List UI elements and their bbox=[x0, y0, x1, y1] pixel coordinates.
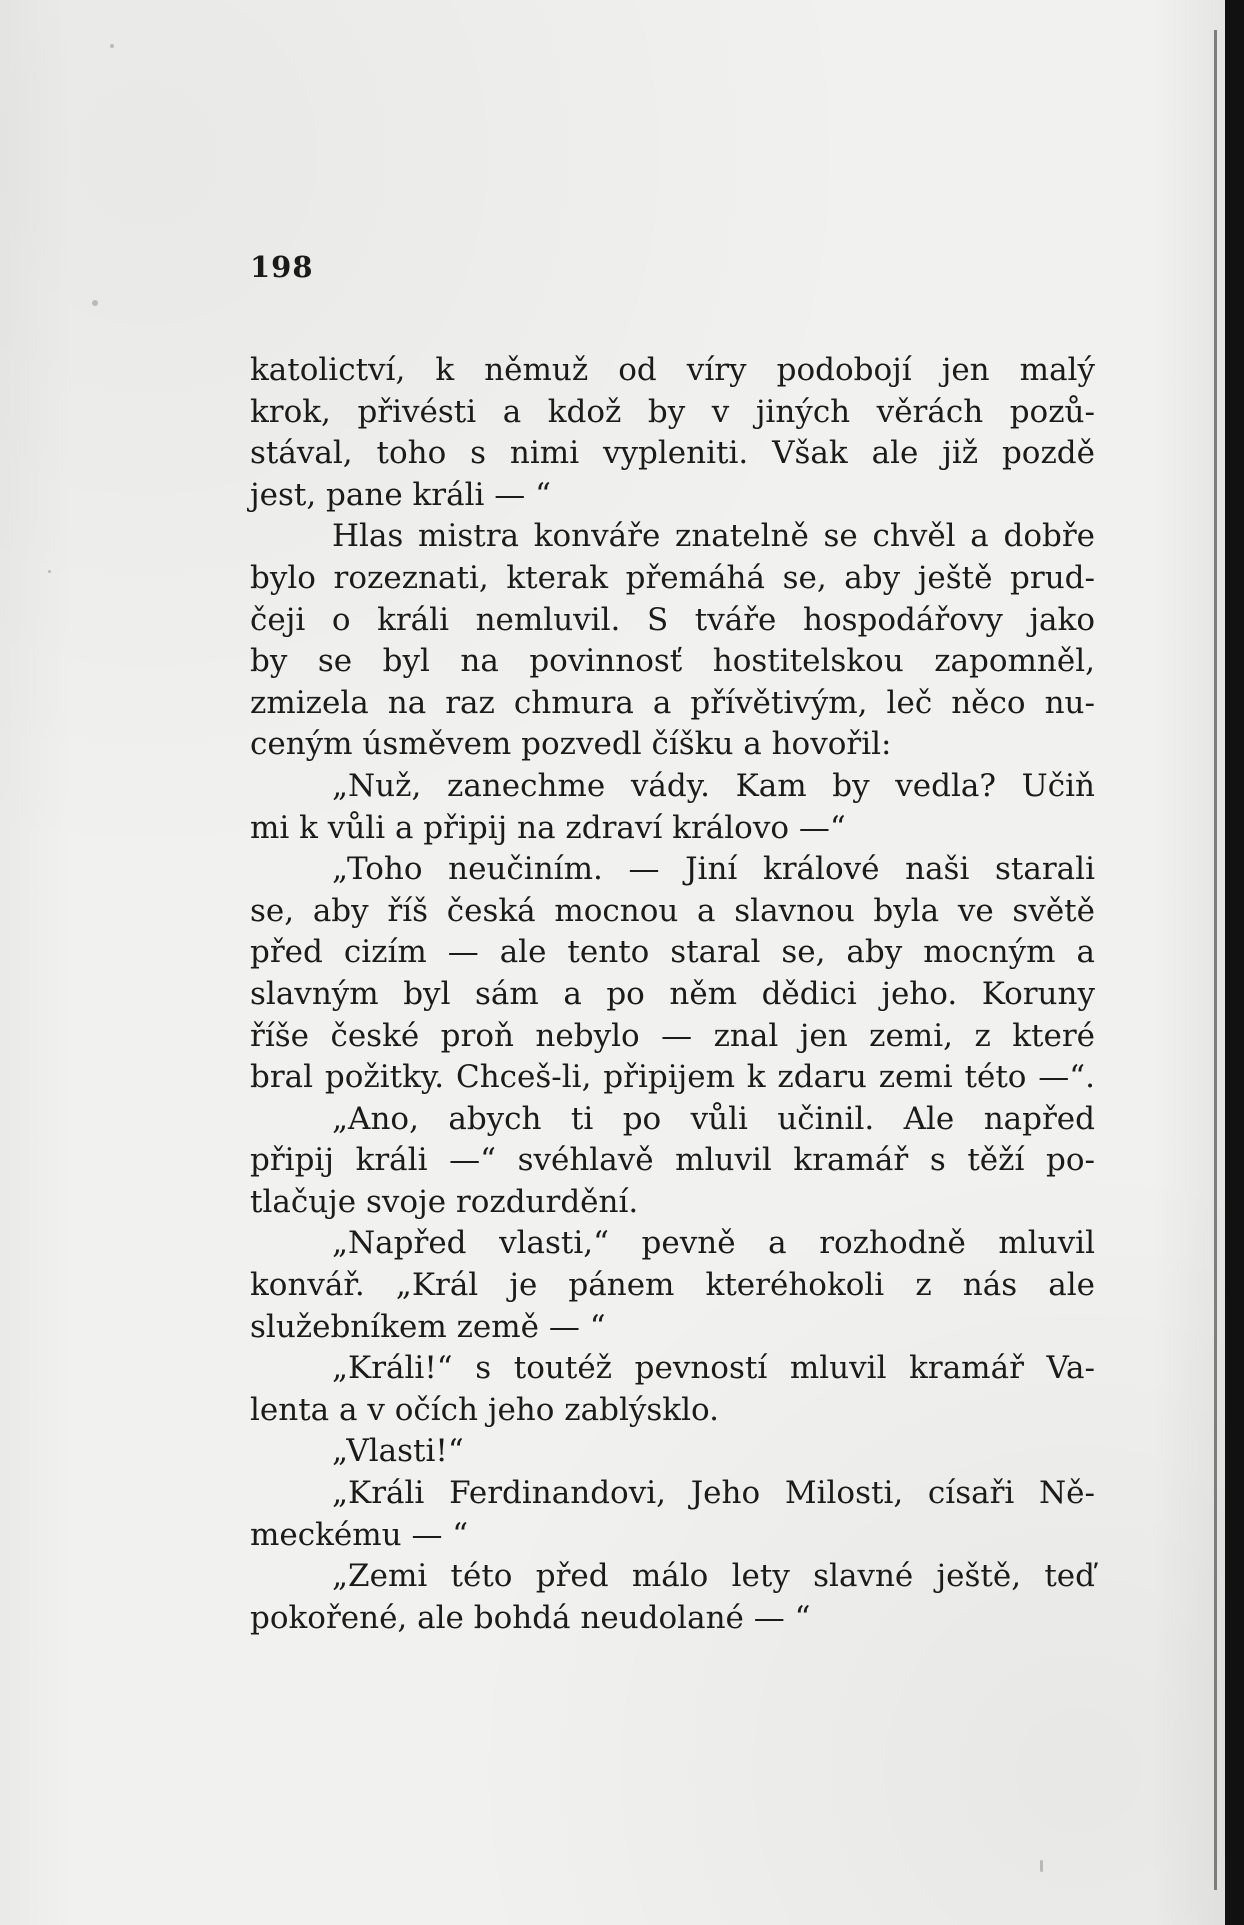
text-line: mi k vůli a připij na zdraví královo —“ bbox=[250, 809, 846, 846]
text-line: lenta a v očích jeho zablýsklo. bbox=[250, 1391, 719, 1428]
text-line: katolictví, k němuž od víry podobojí jen malý bbox=[250, 352, 1095, 388]
text-line: „Ano, abych ti po vůli učinil. Ale napřed bbox=[332, 1100, 1095, 1137]
text-line: „Toho neučiním. — Jiní králové naši starali bbox=[332, 851, 1095, 888]
page-number: 198 bbox=[250, 250, 314, 284]
page-edge-shadow bbox=[1214, 30, 1217, 1890]
text-line: říše české proň nebylo — znal jen zemi, z které bbox=[250, 1017, 1095, 1054]
text-line: „Nuž, zanechme vády. Kam by vedla? Učiň bbox=[332, 767, 1095, 804]
text-line: konvář. „Král je pánem kteréhokoli z nás ale bbox=[250, 1267, 1095, 1304]
scan-border bbox=[1225, 0, 1244, 1925]
body-text bbox=[250, 350, 1095, 1639]
text-line: „Králi Ferdinandovi, Jeho Milosti, císaři Ně- bbox=[332, 1475, 1095, 1512]
text-line: slavným byl sám a po něm dědici jeho. Koruny bbox=[250, 975, 1095, 1012]
text-line: „Napřed vlasti,“ pevně a rozhodně mluvil bbox=[332, 1225, 1095, 1262]
paper-speck bbox=[48, 570, 51, 573]
text-line: krok, přivésti a kdož by v jiných věrách pozů- bbox=[250, 393, 1095, 430]
text-line: „Králi!“ s toutéž pevností mluvil kramář Va- bbox=[332, 1350, 1095, 1387]
text-line: meckému — “ bbox=[250, 1516, 469, 1553]
text-line: se, aby říš česká mocnou a slavnou byla ve světě bbox=[250, 892, 1095, 929]
text-line: připij králi —“ svéhlavě mluvil kramář s těží po- bbox=[250, 1142, 1095, 1179]
text-line: „Zemi této před málo lety slavné ještě, teď bbox=[332, 1558, 1095, 1595]
text-line: před cizím — ale tento staral se, aby mocným a bbox=[250, 934, 1095, 971]
text-line: zmizela na raz chmura a přívětivým, leč něco nu- bbox=[250, 684, 1095, 721]
text-line: „Vlasti!“ bbox=[332, 1433, 464, 1470]
text-line: jest, pane králi — “ bbox=[250, 476, 551, 513]
text-line: tlačuje svoje rozdurdění. bbox=[250, 1183, 639, 1220]
text-line: služebníkem země — “ bbox=[250, 1308, 606, 1345]
text-line: čeji o králi nemluvil. S tváře hospodářovy jako bbox=[250, 601, 1095, 638]
text-line: bylo rozeznati, kterak přemáhá se, aby ještě prud- bbox=[250, 559, 1095, 596]
text-line: by se byl na povinnosť hostitelskou zapomněl, bbox=[250, 643, 1095, 680]
paper-speck bbox=[1040, 1860, 1043, 1872]
text-line: Hlas mistra konváře znatelně se chvěl a dobře bbox=[332, 518, 1095, 555]
paper-speck bbox=[110, 44, 114, 48]
text-line: stával, toho s nimi vypleniti. Však ale již pozdě bbox=[250, 435, 1095, 472]
text-line: ceným úsměvem pozvedl číšku a hovořil: bbox=[250, 726, 892, 763]
text-line: pokořené, ale bohdá neudolané — “ bbox=[250, 1599, 811, 1636]
paper-speck bbox=[92, 300, 98, 306]
text-line: bral požitky. Chceš-li, připijem k zdaru zemi této —“. bbox=[250, 1059, 1095, 1096]
